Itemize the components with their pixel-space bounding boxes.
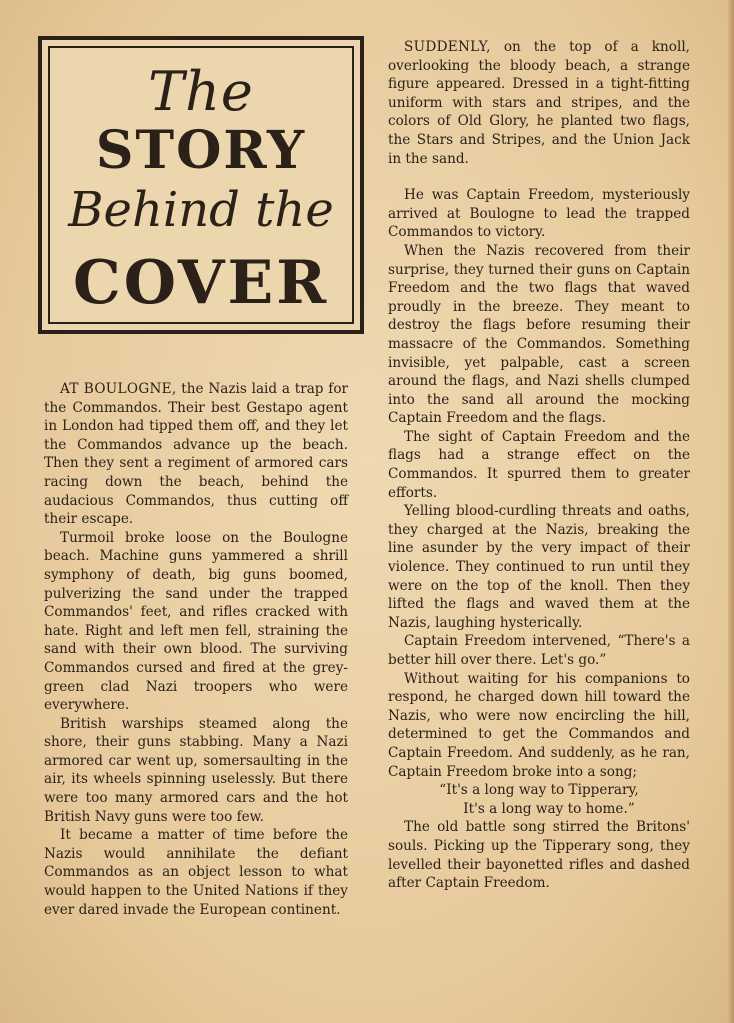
left-paragraph-1 [44, 380, 348, 529]
right-paragraph-6: Captain Freedom intervened, “There's a better hill over there. Let's go.” [388, 633, 690, 668]
left-paragraph-2: Turmoil broke loose on the Boulogne beach. Machine guns yammered a shrill symphony of death, big guns boomed, pulverizing the sand under the trapped Commandos' feet, and rifles cracked with hate. Right and left men fell, straining the sand with their own blood. The surviving Commandos cursed and fired at the grey-green clad Nazi troopers who were everywhere. [44, 529, 348, 714]
left-column [44, 380, 348, 919]
right-paragraph-1 [388, 38, 690, 168]
title-cover: COVER [72, 248, 330, 318]
song-line-2: It's a long way to home.” [463, 800, 635, 817]
right-paragraph-3: When the Nazis recovered from their surprise, they turned their guns on Captain Freedom and the two flags that waved proudly in the breeze. They meant to destroy the flags before resuming their massacre of the Commandos. Something invisible, yet palpable, cast a screen around the flags, and Nazi shells clumped into the sand all around the mocking Captain Freedom and the flags. [388, 242, 690, 427]
right-paragraph-4: The sight of Captain Freedom and the flags had a strange effect on the Commandos. It spurred them to greater efforts. [388, 428, 690, 501]
title-story: STORY [95, 120, 307, 181]
right-paragraph-8: The old battle song stirred the Britons' souls. Picking up the Tipperary song, they levelled their bayonetted rifles and dashed after Captain Freedom. [388, 819, 690, 892]
right-paragraph-2: He was Captain Freedom, mysteriously arrived at Boulogne to lead the trapped Commandos to victory. [388, 187, 690, 241]
page-edge [728, 0, 734, 1023]
right-column [388, 38, 690, 893]
left-paragraph-4: It became a matter of time before the Nazis would annihilate the defiant Commandos as an object lesson to what would happen to the United Nations if they ever dared invade the European continent. [44, 827, 348, 918]
right-lead-text: SUDDENLY, [404, 39, 491, 55]
title-behind-the: Behind the [68, 182, 334, 238]
title-box-inner-border [48, 46, 354, 324]
title-box [38, 36, 364, 334]
left-paragraph-1-text: the Nazis laid a trap for the Commandos. Their best Gestapo agent in London had tipped them off, and they let the Commandos advance up the beach. Then they sent a regiment of armored cars racing down the beach, behind the audacious Commandos, thus cutting off their escape. [44, 381, 348, 528]
song-line-1: “It's a long way to Tipperary, [439, 782, 639, 799]
left-lead-text: AT BOULOGNE, [60, 381, 177, 397]
song-verse [388, 781, 690, 818]
right-paragraph-7: Without waiting for his companions to respond, he charged down hill toward the Nazis, who were now encircling the hill, determined to get the Commandos and Captain Freedom. And suddenly, as he ran, Captain Freedom broke into a song; [388, 670, 690, 780]
title-the: The [148, 60, 254, 123]
right-paragraph-5: Yelling blood-curdling threats and oaths, they charged at the Nazis, breaking the line asunder by the very impact of their violence. They continued to run until they were on the top of the knoll. Then they lifted the flags and waved them at the Nazis, laughing hysterically. [388, 503, 690, 631]
right-paragraph-1-text: on the top of a knoll, overlooking the bloody beach, a strange figure appeared. Dressed in a tight-fitting uniform with stars and stripes, and the colors of Old Glory, he planted two flags, the Stars and Stripes, and the Union Jack in the sand. [388, 39, 690, 167]
left-paragraph-3: British warships steamed along the shore, their guns stabbing. Many a Nazi armored car went up, somersaulting in the air, its wheels spinning uselessly. But there were too many armored cars and the hot British Navy guns were too few. [44, 715, 348, 825]
